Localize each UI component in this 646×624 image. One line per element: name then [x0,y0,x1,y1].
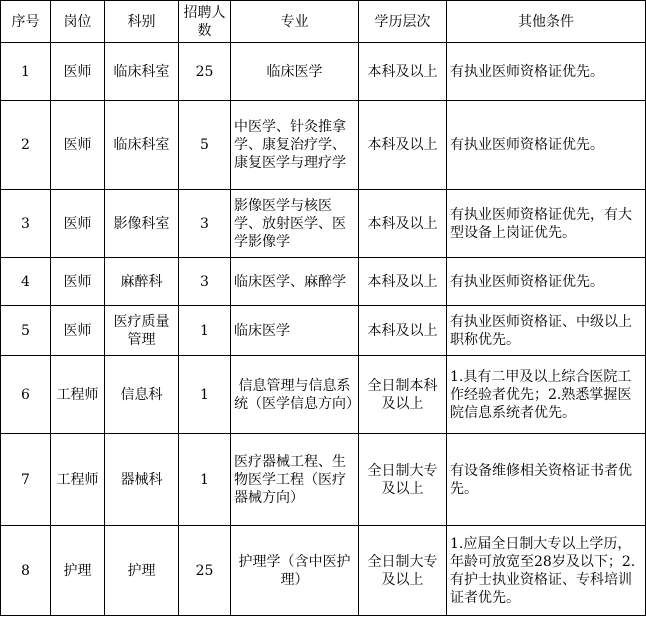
cell-other: 1.具有二甲及以上综合医院工作经验者优先；2.熟悉掌握医院信息系统者优先。 [447,356,646,434]
header-count: 招聘人数 [179,1,231,43]
cell-other: 有执业医师资格证优先。 [447,258,646,306]
cell-edu: 本科及以上 [359,306,447,356]
cell-post: 护理 [51,526,105,616]
cell-major: 医疗器械工程、生物医学工程（医疗器械方向） [231,434,359,526]
header-no: 序号 [1,1,51,43]
cell-edu: 全日制大专及以上 [359,434,447,526]
cell-major: 信息管理与信息系统（医学信息方向） [231,356,359,434]
cell-count: 1 [179,356,231,434]
cell-dept: 影像科室 [105,190,179,258]
cell-no: 3 [1,190,51,258]
header-major: 专业 [231,1,359,43]
table-header-row [1,1,646,43]
cell-other: 有设备维修相关资格证书者优先。 [447,434,646,526]
cell-post: 医师 [51,101,105,190]
cell-no: 8 [1,526,51,616]
header-dept: 科别 [105,1,179,43]
cell-dept: 信息科 [105,356,179,434]
cell-dept: 临床科室 [105,101,179,190]
header-post: 岗位 [51,1,105,43]
cell-edu: 本科及以上 [359,101,447,190]
table-row [1,434,646,526]
header-edu: 学历层次 [359,1,447,43]
cell-edu: 全日制大专及以上 [359,526,447,616]
cell-major: 中医学、针灸推拿学、康复治疗学、康复医学与理疗学 [231,101,359,190]
cell-edu: 本科及以上 [359,43,447,101]
cell-other: 有执业医师资格证优先。 [447,43,646,101]
cell-no: 6 [1,356,51,434]
cell-dept: 器械科 [105,434,179,526]
cell-count: 5 [179,101,231,190]
table-row [1,190,646,258]
cell-major: 临床医学 [231,306,359,356]
cell-dept: 护理 [105,526,179,616]
cell-count: 1 [179,306,231,356]
cell-other: 有执业医师资格证、中级以上职称优先。 [447,306,646,356]
table-row [1,356,646,434]
cell-count: 3 [179,190,231,258]
cell-no: 1 [1,43,51,101]
cell-post: 工程师 [51,434,105,526]
cell-dept: 医疗质量管理 [105,306,179,356]
table-row [1,306,646,356]
cell-count: 25 [179,526,231,616]
cell-major: 护理学（含中医护理） [231,526,359,616]
cell-no: 5 [1,306,51,356]
cell-edu: 本科及以上 [359,190,447,258]
cell-count: 3 [179,258,231,306]
cell-dept: 麻醉科 [105,258,179,306]
cell-edu: 本科及以上 [359,258,447,306]
cell-post: 医师 [51,258,105,306]
cell-no: 4 [1,258,51,306]
cell-major: 临床医学 [231,43,359,101]
cell-count: 25 [179,43,231,101]
cell-dept: 临床科室 [105,43,179,101]
cell-other: 有执业医师资格证优先，有大型设备上岗证优先。 [447,190,646,258]
cell-count: 1 [179,434,231,526]
cell-major: 影像医学与核医学、放射医学、医学影像学 [231,190,359,258]
table-row [1,101,646,190]
cell-post: 医师 [51,43,105,101]
cell-edu: 全日制本科及以上 [359,356,447,434]
cell-post: 工程师 [51,356,105,434]
cell-other: 有执业医师资格证优先。 [447,101,646,190]
cell-no: 2 [1,101,51,190]
cell-no: 7 [1,434,51,526]
cell-major: 临床医学、麻醉学 [231,258,359,306]
cell-post: 医师 [51,306,105,356]
header-other: 其他条件 [447,1,646,43]
cell-other: 1.应届全日制大专以上学历，年龄可放宽至28岁及以下；2.有护士执业资格证、专科培训证者优先。 [447,526,646,616]
table-row [1,43,646,101]
cell-post: 医师 [51,190,105,258]
table-row [1,258,646,306]
table-row [1,526,646,616]
